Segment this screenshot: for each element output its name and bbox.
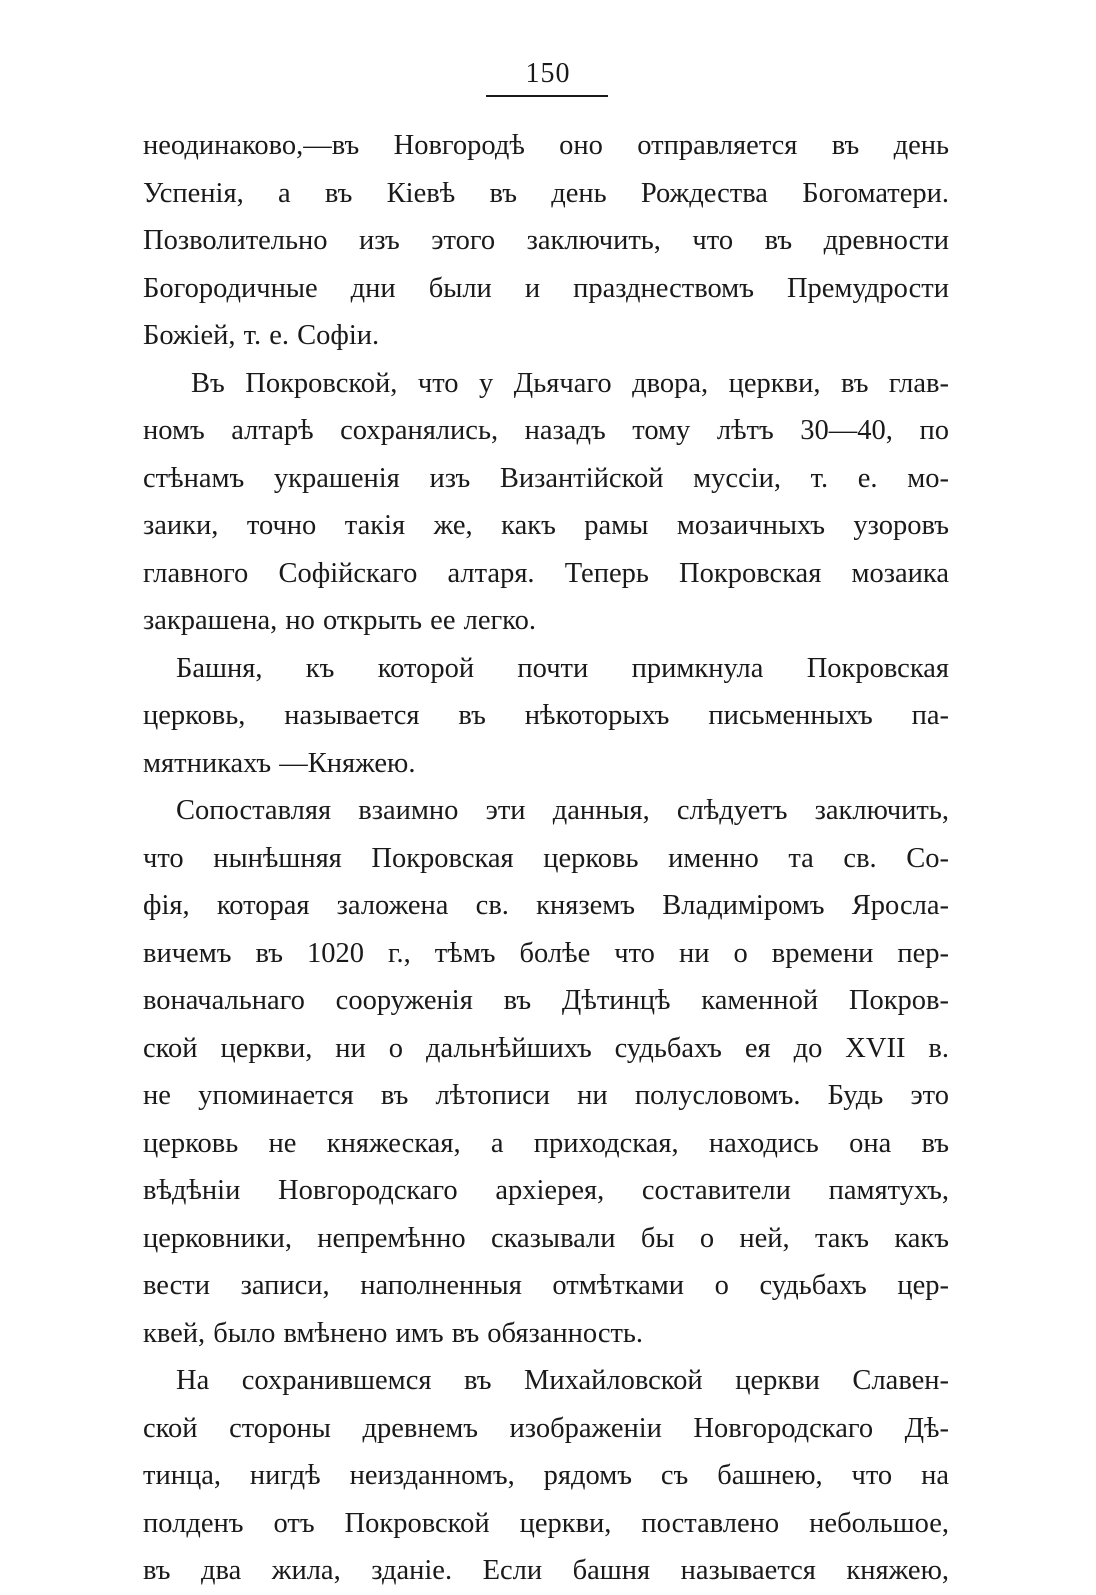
- text-line: церковники, непремѣнно сказывали бы о ней, такъ какъ: [143, 1222, 949, 1254]
- paragraph: [143, 787, 949, 1357]
- text-line: вичемъ въ 1020 г., тѣмъ болѣе что ни о времени пер-: [143, 937, 949, 969]
- text-line: Башня, къ которой почти примкнула Покровская: [176, 652, 949, 684]
- paragraph: [143, 360, 949, 645]
- text-line: въ два жила, зданіе. Если башня называется княжею,: [143, 1555, 949, 1586]
- paragraph: [143, 1357, 949, 1595]
- text-line: квей, было вмѣнено имъ въ обязанность.: [143, 1317, 644, 1349]
- text-line: воначальнаго сооруженія въ Дѣтинцѣ каменной Покров-: [143, 985, 949, 1016]
- text-line: тинца, нигдѣ неизданномъ, рядомъ съ башнею, что на: [143, 1460, 949, 1491]
- paragraph: [143, 122, 949, 360]
- text-line: На сохранившемся въ Михайловской церкви Славен-: [176, 1365, 949, 1396]
- text-line: Сопоставляя взаимно эти данныя, слѣдуетъ заключить,: [176, 795, 949, 826]
- page-number: 150: [525, 58, 571, 89]
- text-line: неодинаково,—въ Новгородѣ оно отправляется въ день: [143, 130, 949, 161]
- text-line: фія, которая заложена св. княземъ Владиміромъ Яросла-: [143, 890, 949, 921]
- text-line: заики, точно такія же, какъ рамы мозаичныхъ узоровъ: [143, 510, 949, 541]
- text-line: церковь не княжеская, а приходская, находись она въ: [143, 1127, 949, 1159]
- text-line: закрашена, но открыть ее легко.: [143, 605, 536, 636]
- text-line: ской стороны древнемъ изображеніи Новгородскаго Дѣ-: [143, 1412, 949, 1444]
- text-line: ской церкви, ни о дальнѣйшихъ судьбахъ ея до XVII в.: [143, 1032, 949, 1064]
- text-line: Богородичные дни были и празднествомъ Премудрости: [143, 272, 949, 304]
- text-line: что нынѣшняя Покровская церковь именно та св. Со-: [143, 842, 949, 874]
- text-line: полденъ отъ Покровской церкви, поставлено небольшое,: [143, 1507, 949, 1539]
- text-line: главного Софійскаго алтаря. Теперь Покровская мозаика: [143, 557, 949, 589]
- text-line: Успенія, а въ Кіевѣ въ день Рождества Богоматери.: [143, 177, 949, 209]
- text-line: Божіей, т. е. Софіи.: [143, 320, 380, 351]
- text-line: Позволительно изъ этого заключить, что въ древности: [143, 225, 949, 256]
- text-line: не упоминается въ лѣтописи ни полусловомъ. Будь это: [143, 1080, 949, 1111]
- paragraph: [143, 645, 949, 788]
- text-line: вести записи, наполненныя отмѣтками о судьбахъ цер-: [143, 1270, 949, 1301]
- text-line: стѣнамъ украшенія изъ Византійской муссіи, т. е. мо-: [143, 462, 949, 494]
- text-line: мятникахъ —Княжею.: [143, 747, 416, 779]
- header-rule: [486, 95, 608, 97]
- text-line: Въ Покровской, что у Дьячаго двора, церкви, въ глав-: [191, 367, 949, 399]
- text-line: номъ алтарѣ сохранялись, назадъ тому лѣтъ 30—40, по: [143, 415, 949, 446]
- text-line: церковь, называется въ нѣкоторыхъ письменныхъ па-: [143, 700, 949, 731]
- body-text: [143, 122, 949, 1595]
- text-line: вѣдѣніи Новгородскаго архіерея, составители памятухъ,: [143, 1175, 949, 1206]
